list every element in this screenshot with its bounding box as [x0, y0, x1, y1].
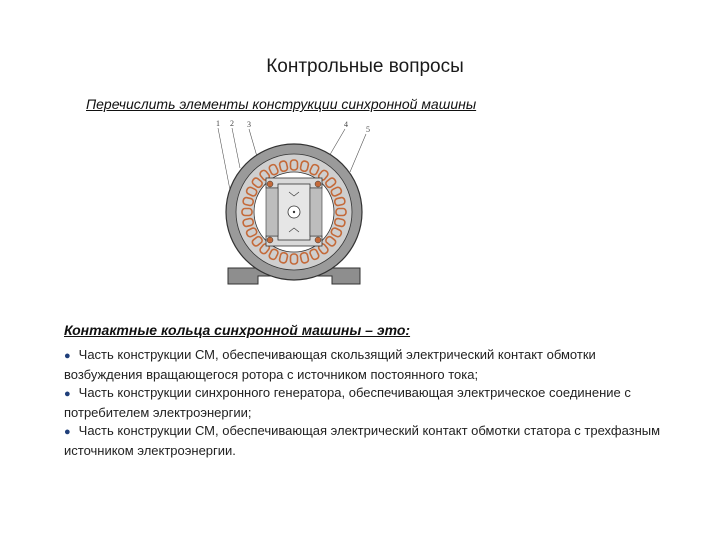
answer-list	[64, 346, 664, 460]
answer-option-1[interactable]	[64, 346, 664, 384]
bullet-icon: ●	[64, 388, 71, 400]
bullet-icon: ●	[64, 426, 71, 438]
answer-text: Часть конструкции СМ, обеспечивающая электрический контакт обмотки статора с трехфазным источником электроэнергии.	[64, 423, 661, 458]
callout-3: 3	[247, 120, 251, 129]
bullet-icon: ●	[64, 350, 71, 362]
question-heading: Контактные кольца синхронной машины – это:	[64, 322, 411, 338]
answer-option-2[interactable]	[64, 384, 664, 422]
rotor	[266, 178, 322, 246]
callout-2: 2	[230, 119, 234, 128]
answer-text: Часть конструкции синхронного генератора, обеспечивающая электрическое соединение с потребителем электроэнергии;	[64, 385, 631, 420]
slide-title: Контрольные вопросы	[266, 56, 464, 77]
task-text: Перечислить элементы конструкции синхронной машины	[86, 96, 477, 112]
callout-1: 1	[216, 119, 220, 128]
callout-5: 5	[366, 125, 370, 134]
callout-4: 4	[344, 120, 348, 129]
answer-option-3[interactable]	[64, 422, 664, 460]
answer-text: Часть конструкции СМ, обеспечивающая скользящий электрический контакт обмотки возбуждения вращающегося ротора с источником постоянного тока;	[64, 347, 596, 382]
synchronous-machine-diagram	[200, 118, 390, 290]
